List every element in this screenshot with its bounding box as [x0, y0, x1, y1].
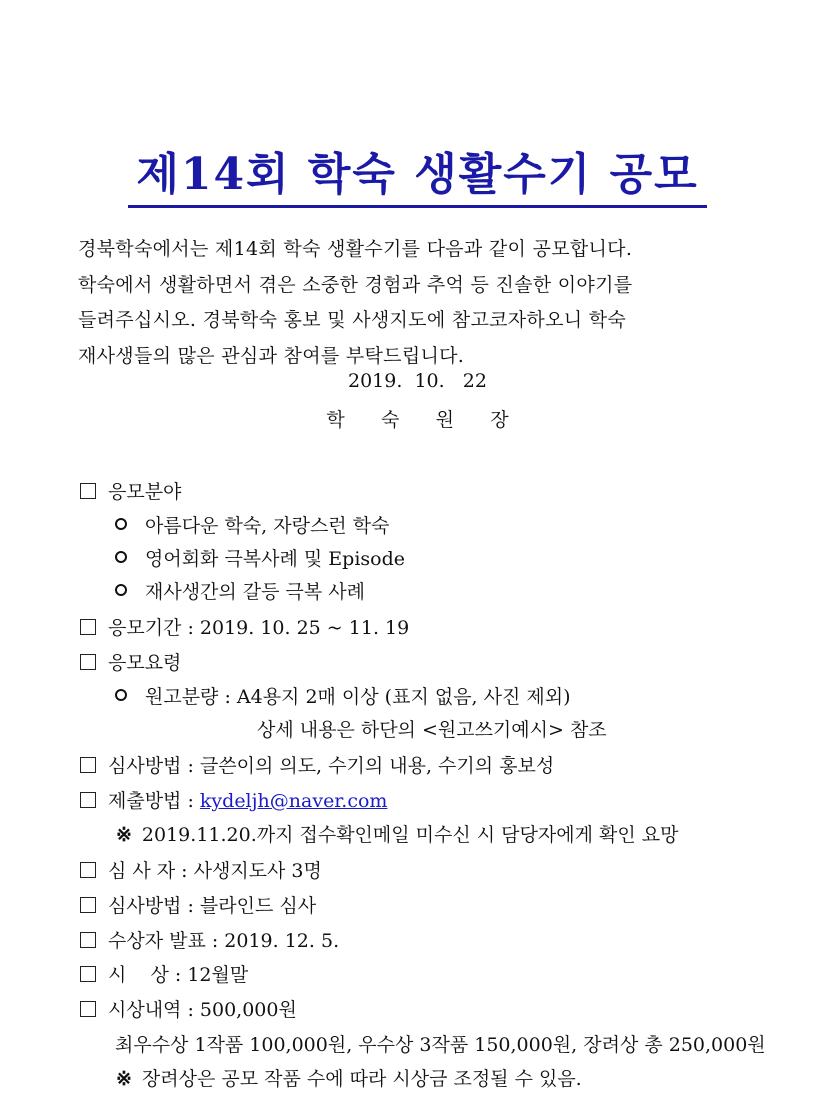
page-title: 제14회 학숙 생활수기 공모 — [128, 150, 706, 208]
list-item-text: 영어회화 극복사례 및 Episode — [145, 548, 406, 570]
section-field — [80, 480, 181, 504]
announcement-date: 2019. 10. 22 — [348, 370, 487, 392]
checkbox-icon — [80, 862, 96, 878]
section-ceremony — [80, 963, 248, 987]
intro-line: 학숙에서 생활하면서 겪은 소중한 경험과 추억 등 진솔한 이야기를 — [78, 273, 633, 296]
checkbox-icon — [80, 966, 96, 982]
note-mark-icon: ※ — [116, 1068, 132, 1090]
checkbox-icon — [80, 897, 96, 913]
list-item-text: 원고분량 : A4용지 2매 이상 (표지 없음, 사진 제외) — [145, 686, 571, 708]
section-guide — [80, 651, 181, 675]
section-submit — [80, 789, 387, 813]
intro-line: 재사생들의 많은 관심과 참여를 부탁드립니다. — [78, 344, 465, 367]
note-text: 장려상은 공모 작품 수에 따라 시상금 조정될 수 있음. — [141, 1068, 582, 1090]
checkbox-icon — [80, 619, 96, 635]
section-text: 심사방법 : 블라인드 심사 — [108, 895, 317, 917]
section-announce — [80, 929, 339, 953]
note-mark-icon: ※ — [116, 824, 132, 846]
circle-bullet-icon — [115, 518, 127, 530]
intro-line: 경북학숙에서는 제14회 학숙 생활수기를 다음과 같이 공모합니다. — [78, 238, 633, 260]
list-item — [115, 685, 571, 709]
section-judges — [80, 859, 322, 883]
section-text: 수상자 발표 : 2019. 12. 5. — [108, 930, 340, 952]
checkbox-icon — [80, 757, 96, 773]
title-container — [0, 150, 835, 208]
checkbox-icon — [80, 932, 96, 948]
section-criteria — [80, 754, 554, 778]
intro-paragraph — [78, 232, 778, 374]
section-text: 응모기간 : 2019. 10. 25 ~ 11. 19 — [108, 617, 410, 639]
intro-line: 들려주십시오. 경북학숙 홍보 및 사생지도에 참고코자하오니 학숙 — [78, 309, 627, 331]
email-link[interactable]: kydeljh@naver.com — [199, 790, 388, 812]
section-method — [80, 894, 316, 918]
circle-bullet-icon — [115, 551, 127, 563]
section-label: 응모요령 — [108, 652, 182, 674]
submit-note — [116, 823, 678, 847]
list-item-text: 아름다운 학숙, 자랑스런 학숙 — [145, 515, 390, 537]
list-item — [115, 580, 365, 604]
list-item — [115, 514, 389, 538]
checkbox-icon — [80, 1001, 96, 1017]
list-item-text: 재사생간의 갈등 극복 사례 — [145, 581, 366, 603]
section-text: 심사방법 : 글쓴이의 의도, 수기의 내용, 수기의 홍보성 — [108, 755, 555, 777]
section-text: 시 상 : 12월말 — [108, 964, 249, 986]
checkbox-icon — [80, 483, 96, 499]
circle-bullet-icon — [115, 689, 127, 701]
signature: 학 숙 원 장 — [326, 409, 509, 431]
circle-bullet-icon — [115, 584, 127, 596]
section-text: 시상내역 : 500,000원 — [108, 999, 297, 1021]
section-prize — [80, 998, 297, 1022]
section-text: 심 사 자 : 사생지도사 3명 — [108, 860, 322, 882]
guide-detail: 상세 내용은 하단의 <원고쓰기예시> 참조 — [257, 719, 607, 741]
section-label: 응모분야 — [108, 481, 182, 503]
section-period — [80, 616, 409, 640]
checkbox-icon — [80, 654, 96, 670]
checkbox-icon — [80, 792, 96, 808]
prize-note — [116, 1067, 582, 1091]
list-item — [115, 547, 405, 571]
prize-detail: 최우수상 1작품 100,000원, 우수상 3작품 150,000원, 장려상 총 250,000원 — [115, 1034, 766, 1056]
section-label: 제출방법 : — [108, 790, 200, 812]
note-text: 2019.11.20.까지 접수확인메일 미수신 시 담당자에게 확인 요망 — [141, 824, 679, 846]
